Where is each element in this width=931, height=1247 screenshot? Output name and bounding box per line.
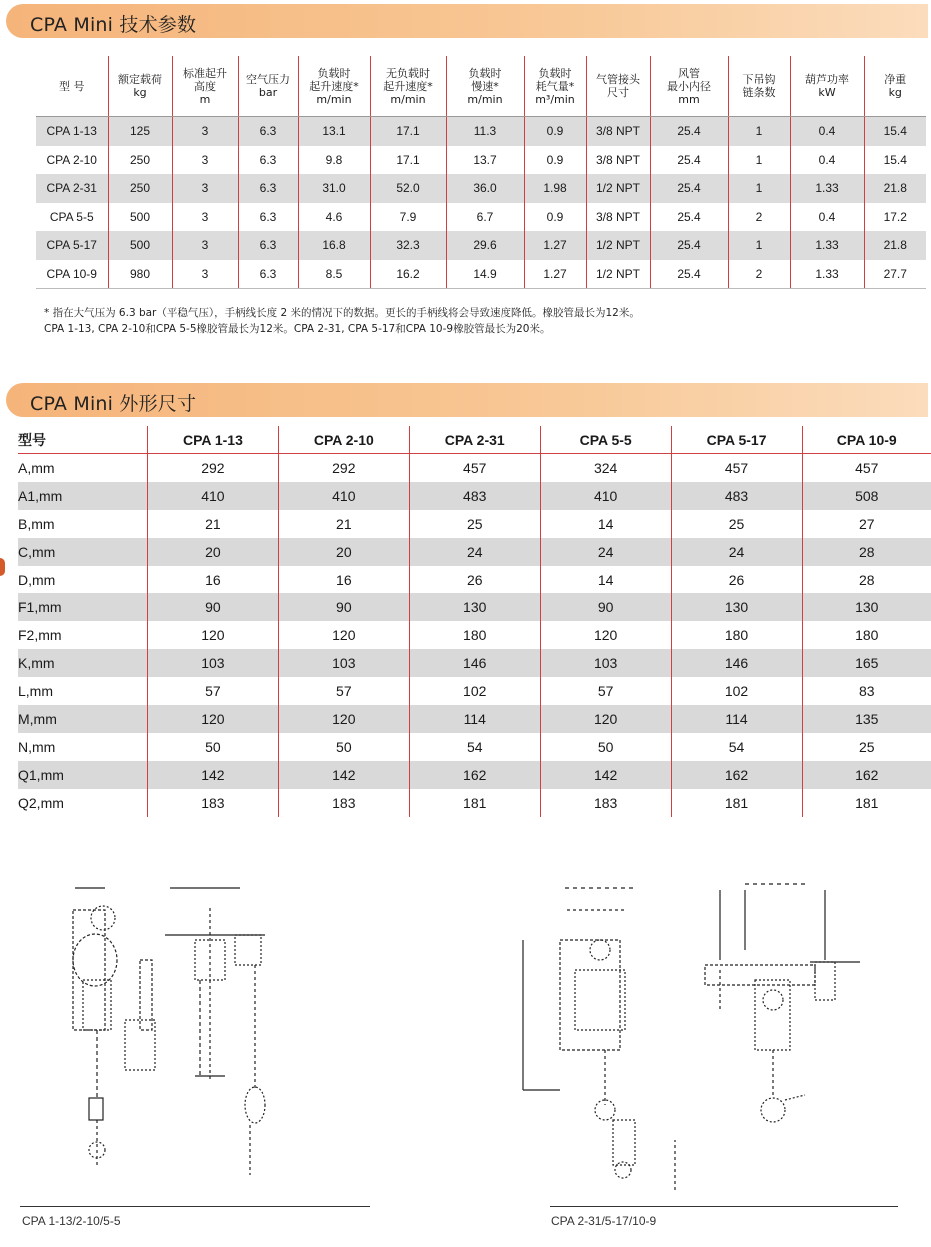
spec-cell: 3/8 NPT — [586, 146, 650, 175]
spec-cell: 1.27 — [524, 260, 586, 289]
dimension-value: 21 — [147, 510, 278, 538]
spec-column-header — [728, 56, 790, 117]
spec-column-header — [864, 56, 926, 117]
dimension-value: 120 — [278, 621, 409, 649]
spec-cell: 6.3 — [238, 174, 298, 203]
footnote-2: CPA 1-13, CPA 2-10和CPA 5-5橡胶管最长为12米。CPA 2-31, CPA 5-17和CPA 10-9橡胶管最长为20米。 — [44, 323, 551, 335]
hoist-drawing-large — [505, 870, 865, 1204]
header-line: m — [199, 92, 211, 106]
header-line: 负载时 — [538, 66, 572, 80]
dimensions-table — [18, 426, 931, 817]
spec-column-header — [790, 56, 864, 117]
table-row — [18, 677, 931, 705]
spec-cell: 7.9 — [370, 203, 446, 232]
spec-cell: 15.4 — [864, 117, 926, 146]
spec-cell: 29.6 — [446, 231, 524, 260]
header-line: 标准起升 — [183, 66, 227, 80]
dimension-value: 114 — [409, 705, 540, 733]
table-row — [18, 593, 931, 621]
spec-cell: 21.8 — [864, 174, 926, 203]
spec-cell: 21.8 — [864, 231, 926, 260]
header-line: m/min — [467, 92, 503, 106]
dimension-value: 183 — [147, 789, 278, 817]
dimension-value: 183 — [540, 789, 671, 817]
dimension-value: 102 — [671, 677, 802, 705]
dimension-value: 142 — [540, 761, 671, 789]
spec-cell: 27.7 — [864, 260, 926, 289]
header-line: 高度 — [194, 79, 216, 93]
table-row — [18, 705, 931, 733]
dimension-value: 146 — [409, 649, 540, 677]
dimension-value: 130 — [409, 593, 540, 621]
model-column-header: CPA 10-9 — [802, 426, 931, 454]
header-line: 型 号 — [59, 79, 85, 93]
table-row — [36, 260, 926, 289]
page-edge-marker — [0, 558, 5, 576]
dimension-value: 25 — [409, 510, 540, 538]
dimension-value: 457 — [409, 454, 540, 482]
header-line: 下吊钩 — [742, 73, 776, 86]
spec-cell: 3 — [172, 260, 238, 289]
dimension-label: N,mm — [18, 738, 56, 755]
caption-rule — [20, 1206, 370, 1207]
dimension-value: 103 — [540, 649, 671, 677]
header-line: 起升速度* — [309, 79, 359, 93]
dimension-label: C,mm — [18, 538, 147, 566]
spec-cell: 31.0 — [298, 174, 370, 203]
table-row — [18, 733, 931, 761]
dimension-value: 102 — [409, 677, 540, 705]
spec-cell: 1/2 NPT — [586, 174, 650, 203]
dimension-value: 14 — [540, 566, 671, 594]
table-row — [36, 203, 926, 232]
spec-cell: 1 — [728, 146, 790, 175]
dimension-value: 135 — [802, 705, 931, 733]
spec-cell: 16.8 — [298, 231, 370, 260]
section-header-dimensions — [6, 383, 928, 417]
spec-cell: 1.98 — [524, 174, 586, 203]
spec-cell: 0.4 — [790, 203, 864, 232]
spec-cell: 17.1 — [370, 117, 446, 146]
header-line: 尺寸 — [607, 86, 629, 99]
section-header-specs — [6, 4, 928, 38]
section-title: CPA Mini 外形尺寸 — [30, 393, 197, 415]
header-line: 空气压力 — [246, 73, 290, 86]
spec-cell: 980 — [108, 260, 172, 289]
model-label-header: 型号 — [18, 426, 147, 454]
spec-cell: 13.1 — [298, 117, 370, 146]
model-cell: CPA 1-13 — [36, 117, 108, 146]
spec-cell: 25.4 — [650, 260, 728, 289]
dimension-value: 410 — [147, 482, 278, 510]
spec-cell: 1.27 — [524, 231, 586, 260]
dimension-value: 27 — [802, 510, 931, 538]
spec-cell: 2 — [728, 260, 790, 289]
spec-cell: 500 — [108, 231, 172, 260]
dimension-label: K,mm — [18, 649, 147, 677]
dimension-value: 57 — [278, 677, 409, 705]
header-line: 净重 — [884, 73, 907, 86]
dimension-value: 21 — [278, 510, 409, 538]
header-line: m³/min — [535, 92, 575, 106]
table-row — [36, 174, 926, 203]
spec-table — [36, 56, 926, 289]
dimension-value: 114 — [671, 705, 802, 733]
spec-column-header — [370, 56, 446, 117]
model-column-header: CPA 1-13 — [147, 426, 278, 454]
spec-cell: 11.3 — [446, 117, 524, 146]
dimension-value: 483 — [671, 482, 802, 510]
table-row — [18, 789, 931, 817]
dimensions-header-row — [18, 426, 931, 454]
dimension-value: 324 — [540, 454, 671, 482]
table-row — [36, 146, 926, 175]
dimension-value: 183 — [278, 789, 409, 817]
dimension-value: 54 — [409, 733, 540, 761]
header-line: bar — [258, 86, 278, 99]
spec-column-header — [298, 56, 370, 117]
dimension-value: 120 — [540, 705, 671, 733]
dimension-value: 180 — [671, 621, 802, 649]
header-line: 风管 — [678, 66, 700, 80]
drawing-caption-large: CPA 2-31/5-17/10-9 — [551, 1214, 657, 1228]
dimension-value: 508 — [802, 482, 931, 510]
spec-cell: 25.4 — [650, 146, 728, 175]
dimension-value: 50 — [278, 733, 409, 761]
header-line: 额定载荷 — [118, 73, 162, 86]
spec-cell: 25.4 — [650, 231, 728, 260]
spec-cell: 15.4 — [864, 146, 926, 175]
dimension-value: 24 — [409, 538, 540, 566]
dimension-value: 20 — [147, 538, 278, 566]
dimension-value: 410 — [278, 482, 409, 510]
spec-cell: 1.33 — [790, 231, 864, 260]
dimension-value: 146 — [671, 649, 802, 677]
dimension-value: 120 — [147, 621, 278, 649]
spec-cell: 6.3 — [238, 260, 298, 289]
dimension-value: 181 — [409, 789, 540, 817]
dimension-value: 24 — [540, 538, 671, 566]
header-line: 链条数 — [742, 86, 776, 99]
dimension-label: B,mm — [18, 515, 55, 532]
spec-cell: 125 — [108, 117, 172, 146]
dimension-label: D,mm — [18, 571, 56, 588]
spec-column-header — [238, 56, 298, 117]
spec-cell: 4.6 — [298, 203, 370, 232]
spec-cell: 6.3 — [238, 231, 298, 260]
dimension-value: 16 — [278, 566, 409, 594]
spec-column-header — [36, 56, 108, 117]
header-line: 葫芦功率 — [805, 73, 849, 86]
spec-cell: 1/2 NPT — [586, 231, 650, 260]
header-line: m/min — [316, 92, 352, 106]
dimension-value: 162 — [671, 761, 802, 789]
model-cell: CPA 5-17 — [36, 231, 108, 260]
dimension-label: F1,mm — [18, 593, 147, 621]
dimension-value: 90 — [147, 593, 278, 621]
dimension-value: 120 — [540, 621, 671, 649]
spec-cell: 9.8 — [298, 146, 370, 175]
spec-cell: 32.3 — [370, 231, 446, 260]
section-title: CPA Mini 技术参数 — [30, 14, 197, 36]
spec-cell: 14.9 — [446, 260, 524, 289]
spec-header-row — [36, 56, 926, 117]
header-line: 耗气量* — [535, 79, 575, 93]
dimension-value: 50 — [147, 733, 278, 761]
table-row — [36, 231, 926, 260]
model-column-header: CPA 5-5 — [540, 426, 671, 454]
spec-cell: 52.0 — [370, 174, 446, 203]
dimension-value: 16 — [147, 566, 278, 594]
dimension-value: 410 — [540, 482, 671, 510]
dimension-value: 120 — [278, 705, 409, 733]
dimension-value: 142 — [278, 761, 409, 789]
spec-cell: 0.4 — [790, 117, 864, 146]
table-row — [18, 649, 931, 677]
spec-cell: 16.2 — [370, 260, 446, 289]
dimension-value: 103 — [278, 649, 409, 677]
spec-column-header — [172, 56, 238, 117]
dimension-label: A1,mm — [18, 482, 147, 510]
spec-cell: 3 — [172, 203, 238, 232]
spec-cell: 36.0 — [446, 174, 524, 203]
dimension-value: 181 — [671, 789, 802, 817]
dimension-label: Q2,mm — [18, 794, 64, 811]
spec-cell: 3 — [172, 231, 238, 260]
spec-cell: 0.9 — [524, 146, 586, 175]
table-row — [18, 538, 931, 566]
dimension-value: 90 — [540, 593, 671, 621]
dimension-value: 14 — [540, 510, 671, 538]
dimension-value: 162 — [409, 761, 540, 789]
footnote-1: * 指在大气压为 6.3 bar（平稳气压），手柄线长度 2 米的情况下的数据。更长的手柄线将会导致速度降低。橡胶管最长为12米。 — [44, 307, 640, 319]
spec-cell: 17.2 — [864, 203, 926, 232]
model-cell: CPA 2-10 — [46, 152, 97, 167]
header-line: mm — [678, 92, 700, 106]
spec-table-body — [36, 117, 926, 289]
model-column-header: CPA 5-17 — [671, 426, 802, 454]
dimension-label: F2,mm — [18, 627, 62, 644]
model-cell: CPA 2-31 — [36, 174, 108, 203]
header-line: 无负载时 — [386, 66, 430, 80]
spec-cell: 1 — [728, 231, 790, 260]
dimension-value: 54 — [671, 733, 802, 761]
dimension-value: 292 — [278, 454, 409, 482]
spec-cell: 13.7 — [446, 146, 524, 175]
dimension-label: M,mm — [18, 705, 147, 733]
dimension-value: 165 — [802, 649, 931, 677]
spec-column-header — [586, 56, 650, 117]
header-line: 负载时 — [317, 66, 351, 80]
spec-cell: 0.9 — [524, 117, 586, 146]
model-column-header: CPA 2-31 — [409, 426, 540, 454]
spec-cell: 3/8 NPT — [586, 203, 650, 232]
dimension-value: 457 — [671, 454, 802, 482]
dimension-label: Q1,mm — [18, 761, 147, 789]
dimension-value: 57 — [147, 677, 278, 705]
spec-cell: 1/2 NPT — [586, 260, 650, 289]
dimension-value: 142 — [147, 761, 278, 789]
spec-cell: 0.9 — [524, 203, 586, 232]
spec-column-header — [524, 56, 586, 117]
spec-cell: 6.3 — [238, 203, 298, 232]
header-line: kW — [818, 86, 836, 99]
dimension-value: 20 — [278, 538, 409, 566]
table-row — [18, 482, 931, 510]
spec-cell: 6.3 — [238, 146, 298, 175]
dimension-value: 24 — [671, 538, 802, 566]
spec-cell: 25.4 — [650, 117, 728, 146]
spec-cell: 6.7 — [446, 203, 524, 232]
spec-cell: 1.33 — [790, 260, 864, 289]
spec-cell: 3 — [172, 174, 238, 203]
header-line: 气管接头 — [596, 73, 640, 86]
dimension-value: 292 — [147, 454, 278, 482]
dimension-value: 483 — [409, 482, 540, 510]
dimensions-table-body — [18, 454, 931, 817]
dimension-value: 120 — [147, 705, 278, 733]
spec-cell: 8.5 — [298, 260, 370, 289]
table-row — [18, 454, 931, 482]
dimension-value: 83 — [802, 677, 931, 705]
header-line: 慢速* — [471, 79, 499, 93]
dimension-value: 26 — [671, 566, 802, 594]
caption-rule — [550, 1206, 898, 1207]
model-column-header: CPA 2-10 — [278, 426, 409, 454]
dimension-value: 28 — [802, 538, 931, 566]
spec-cell: 250 — [108, 174, 172, 203]
dimension-value: 180 — [802, 621, 931, 649]
table-row — [18, 761, 931, 789]
header-line: 起升速度* — [383, 79, 433, 93]
header-line: kg — [888, 86, 902, 99]
dimension-value: 26 — [409, 566, 540, 594]
spec-cell: 3/8 NPT — [586, 117, 650, 146]
header-line: kg — [133, 86, 147, 99]
spec-column-header — [650, 56, 728, 117]
dimension-value: 130 — [802, 593, 931, 621]
dimension-label: L,mm — [18, 683, 53, 700]
dimension-label: A,mm — [18, 459, 55, 476]
table-row — [18, 510, 931, 538]
spec-cell: 25.4 — [650, 203, 728, 232]
spec-cell: 1 — [728, 117, 790, 146]
dimension-value: 90 — [278, 593, 409, 621]
spec-column-header — [108, 56, 172, 117]
spec-cell: 1.33 — [790, 174, 864, 203]
hoist-drawing-small — [55, 880, 285, 1184]
dimension-value: 180 — [409, 621, 540, 649]
dimension-value: 130 — [671, 593, 802, 621]
dimension-value: 50 — [540, 733, 671, 761]
dimension-value: 181 — [802, 789, 931, 817]
spec-cell: 1 — [728, 174, 790, 203]
spec-cell: 3 — [172, 146, 238, 175]
table-row — [18, 566, 931, 594]
spec-cell: 6.3 — [238, 117, 298, 146]
table-row — [18, 621, 931, 649]
spec-cell: 250 — [108, 146, 172, 175]
dimension-value: 103 — [147, 649, 278, 677]
spec-cell: 3 — [172, 117, 238, 146]
dimension-value: 28 — [802, 566, 931, 594]
header-line: m/min — [390, 92, 426, 106]
header-line: 负载时 — [468, 66, 502, 80]
spec-cell: 0.4 — [790, 146, 864, 175]
model-cell: CPA 5-5 — [49, 209, 94, 224]
header-line: 最小内径 — [667, 79, 711, 93]
dimension-value: 25 — [671, 510, 802, 538]
drawing-caption-small: CPA 1-13/2-10/5-5 — [22, 1214, 121, 1228]
dimension-value: 162 — [802, 761, 931, 789]
dimension-value: 457 — [802, 454, 931, 482]
dimension-value: 25 — [802, 733, 931, 761]
spec-column-header — [446, 56, 524, 117]
dimension-value: 57 — [540, 677, 671, 705]
table-row — [36, 117, 926, 146]
spec-cell: 25.4 — [650, 174, 728, 203]
spec-cell: 2 — [728, 203, 790, 232]
spec-cell: 17.1 — [370, 146, 446, 175]
model-cell: CPA 10-9 — [36, 260, 108, 289]
spec-cell: 500 — [108, 203, 172, 232]
